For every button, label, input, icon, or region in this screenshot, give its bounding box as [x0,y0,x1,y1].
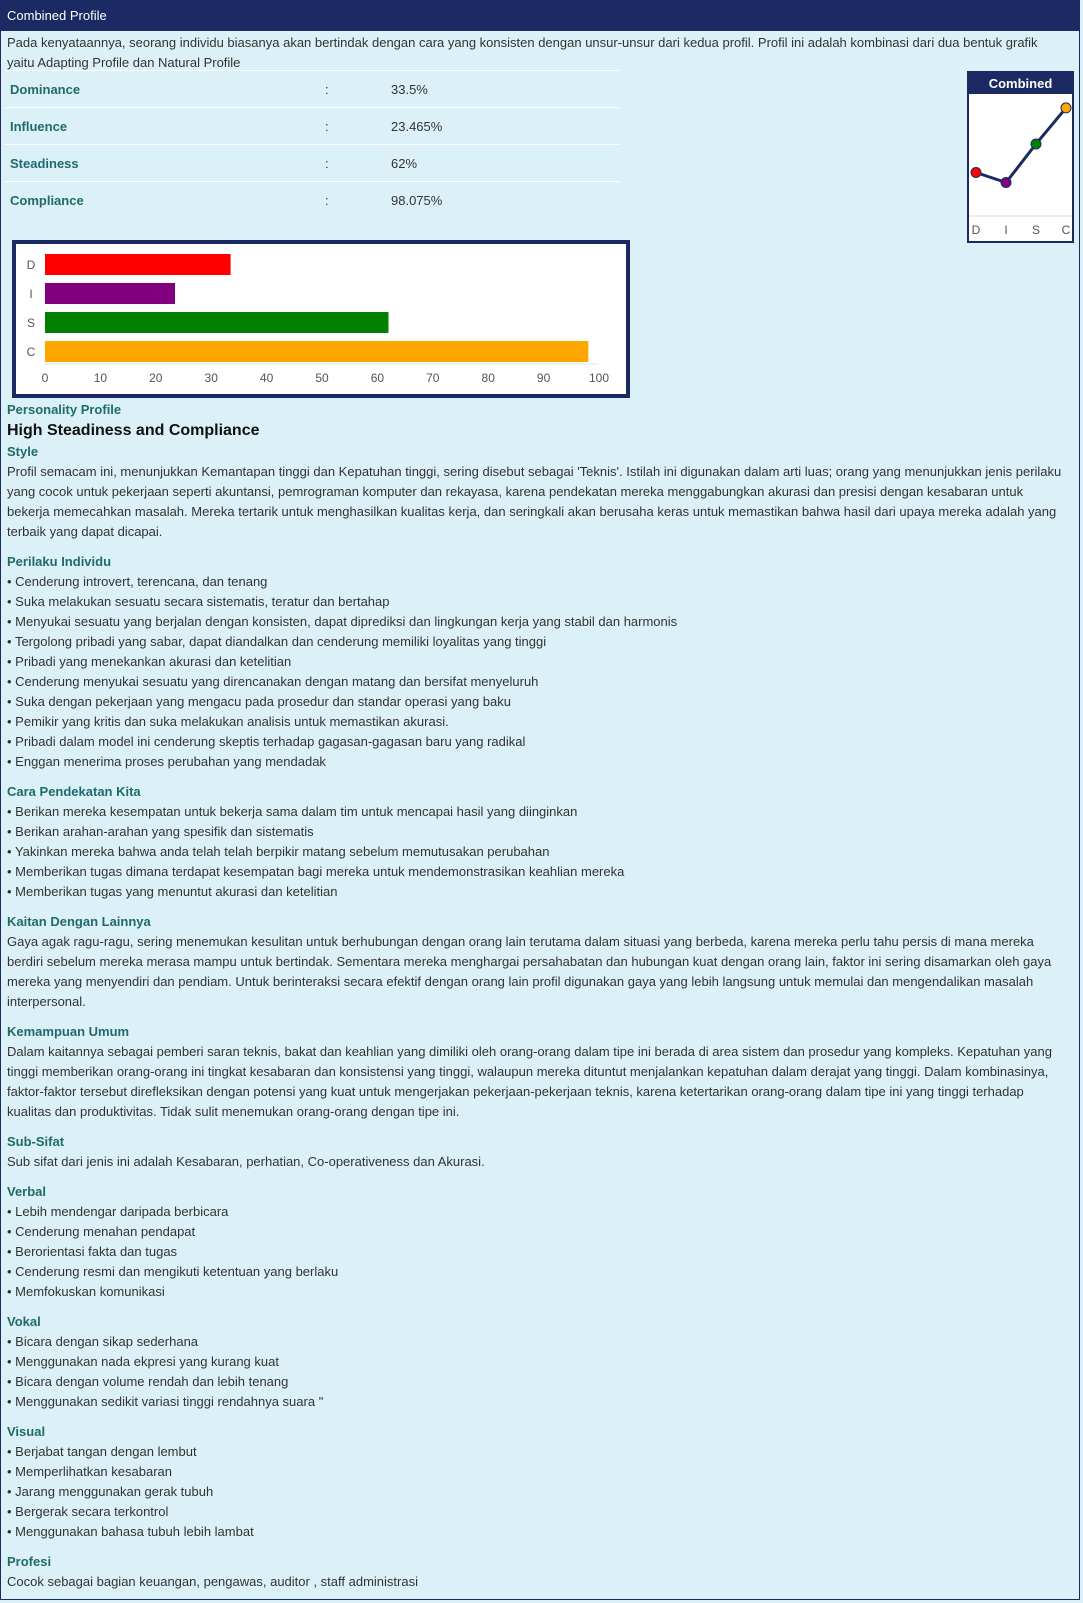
data-point [1031,139,1041,149]
bar [45,283,175,304]
list-item: • Memfokuskan komunikasi [7,1282,1067,1302]
y-tick-label: I [29,287,33,301]
score-colon: : [325,155,329,171]
profile-title: High Steadiness and Compliance [7,422,260,439]
x-tick-label: 100 [588,371,610,385]
disc-bar-chart [12,240,630,398]
section-text: Gaya agak ragu-ragu, sering menemukan kesulitan untuk berhubungan dengan orang lain terutama dalam situasi yang berbeda, karena mereka perlu tahu persis di mana mereka berdiri sebelum mereka merasa mampu untuk bertindak. Sementara mereka menghargai persahabatan dan hubungan kuat dengan orang lain, faktor ini sering disamarkan oleh gaya mereka yang menyendiri dan pendiam. Untuk berinteraksi secara efektif dengan orang lain profil digunakan gaya yang lebih langsung untuk memulai dan mengendalikan masalah interpersonal. [7,934,1052,1009]
section-title: Visual [7,1424,46,1439]
score-value: 98.075% [391,192,443,208]
list-item: • Menyukai sesuatu yang berjalan dengan konsisten, dapat diprediksi dan lingkungan kerja yang stabil dan harmonis [7,612,1067,632]
list-item: • Cenderung resmi dan mengikuti ketentuan yang berlaku [7,1262,1067,1282]
personality-profile-label: Personality Profile [7,402,122,417]
score-colon: : [325,81,329,97]
score-row [5,71,619,108]
list-item: • Bergerak secara terkontrol [7,1502,1067,1522]
section-title: Kaitan Dengan Lainnya [7,914,151,929]
x-tick-label: 10 [93,371,108,385]
score-label: Compliance [10,192,84,208]
combined-chart-title: Combined [969,73,1072,94]
list-item: • Memberikan tugas dimana terdapat kesempatan bagi mereka untuk mendemonstrasikan keahlian mereka [7,862,1067,882]
y-tick-label: C [26,345,36,359]
list-item: • Suka dengan pekerjaan yang mengacu pada prosedur dan standar operasi yang baku [7,692,1067,712]
list-item: • Berorientasi fakta dan tugas [7,1242,1067,1262]
list-item: • Cenderung menyukai sesuatu yang direncanakan dengan matang dan bersifat menyeluruh [7,672,1067,692]
section-title: Cara Pendekatan Kita [7,784,141,799]
section-title: Verbal [7,1184,47,1199]
score-colon: : [325,192,329,208]
list-item: • Bicara dengan volume rendah dan lebih tenang [7,1372,1067,1392]
score-label: Steadiness [10,155,79,171]
score-value: 33.5% [391,81,428,97]
section-title: Kemampuan Umum [7,1024,130,1039]
score-row [5,108,619,145]
x-tick-label: I [1004,223,1008,237]
list-item: • Tergolong pribadi yang sabar, dapat diandalkan dan cenderung memiliki loyalitas yang tinggi [7,632,1067,652]
x-tick-label: C [1061,223,1071,237]
x-tick-label: 0 [41,371,49,385]
list-item: • Pribadi yang menekankan akurasi dan ketelitian [7,652,1067,672]
list-item: • Enggan menerima proses perubahan yang mendadak [7,752,1067,772]
intro-text: Pada kenyataannya, seorang individu biasanya akan bertindak dengan cara yang konsisten dengan unsur-unsur dari kedua profil. Profil ini adalah kombinasi dari dua bentuk grafik yaitu Adapting Profile dan Natural Profile [7,35,1038,70]
list-item: • Lebih mendengar daripada berbicara [7,1202,1067,1222]
list-item: • Memperlihatkan kesabaran [7,1462,1067,1482]
bar [45,341,588,362]
list-item: • Jarang menggunakan gerak tubuh [7,1482,1067,1502]
x-tick-label: 60 [370,371,385,385]
section-text: Dalam kaitannya sebagai pemberi saran teknis, bakat dan keahlian yang dimiliki oleh orang-orang dalam tipe ini berada di area sistem dan prosedur yang kompleks. Kepatuhan yang tinggi memberikan orang-orang ini tingkat kesabaran dan konsistensi yang tinggi, walaupun mereka dituntut menjalankan kepatuhan dalam derajat yang tinggi. Dalam kombinasinya, faktor-faktor tersebut direfleksikan dengan potensi yang kuat untuk mengerjakan pekerjaan-pekerjaan teknis, karena ketertarikan orang-orang dalam tipe ini yang tinggi terhadap kualitas dan produktivitas. Tidak sulit menemukan orang-orang dengan tipe ini. [7,1044,1052,1119]
list-item: • Berikan mereka kesempatan untuk bekerja sama dalam tim untuk mencapai hasil yang diinginkan [7,802,1067,822]
section-list [7,572,1067,772]
score-label: Influence [10,118,68,134]
list-item: • Menggunakan nada ekpresi yang kurang kuat [7,1352,1067,1372]
score-row [5,145,619,182]
x-tick-label: 20 [149,371,163,385]
list-item: • Pribadi dalam model ini cenderung skeptis terhadap gagasan-gagasan baru yang radikal [7,732,1067,752]
section-text: Profil semacam ini, menunjukkan Kemantapan tinggi dan Kepatuhan tinggi, sering disebut sebagai 'Teknis'. Istilah ini digunakan dalam arti luas; orang yang menunjukkan jenis perilaku yang cocok untuk pekerjaan seperti akuntansi, pemrograman komputer dan rekayasa, karena pendekatan mereka menggabungkan akurasi dan presisi dengan kesabaran untuk bekerja memecahkan masalah. Mereka tertarik untuk menghasilkan kualitas kerja, dan seringkali akan berusaha keras untuk memastikan bahwa hasil dari upaya mereka adalah yang terbaik yang dapat dicapai. [7,464,1062,539]
section-list [7,1442,1067,1542]
list-item: • Bicara dengan sikap sederhana [7,1332,1067,1352]
list-item: • Berjabat tangan dengan lembut [7,1442,1067,1462]
combined-line-chart [967,71,1074,243]
section-list [7,802,1067,902]
bar [45,312,389,333]
series-line [976,108,1066,183]
x-tick-label: 90 [536,371,551,385]
list-item: • Memberikan tugas yang menuntut akurasi dan ketelitian [7,882,1067,902]
list-item: • Cenderung introvert, terencana, dan tenang [7,572,1067,592]
personality-content [7,400,1067,1602]
section-text: Sub sifat dari jenis ini adalah Kesabaran, perhatian, Co-operativeness dan Akurasi. [7,1154,485,1169]
list-item: • Menggunakan sedikit variasi tinggi rendahnya suara " [7,1392,1067,1412]
panel-header: Combined Profile [1,0,1079,31]
score-colon: : [325,118,329,134]
score-value: 62% [391,155,418,171]
score-value: 23.465% [391,118,443,134]
list-item: • Cenderung menahan pendapat [7,1222,1067,1242]
x-tick-label: S [1031,223,1041,237]
x-tick-label: D [971,223,981,237]
combined-chart-plot [969,94,1072,241]
y-tick-label: D [26,258,36,272]
x-tick-label: 30 [204,371,218,385]
section-text: Cocok sebagai bagian keuangan, pengawas, auditor , staff administrasi [7,1574,418,1589]
section-title: Style [7,444,39,459]
section-title: Perilaku Individu [7,554,112,569]
list-item: • Berikan arahan-arahan yang spesifik dan sistematis [7,822,1067,842]
data-point [971,168,981,178]
list-item: • Pemikir yang kritis dan suka melakukan analisis untuk memastikan akurasi. [7,712,1067,732]
list-item: • Menggunakan bahasa tubuh lebih lambat [7,1522,1067,1542]
section-list [7,1332,1067,1412]
section-title: Vokal [7,1314,41,1329]
x-tick-label: 70 [426,371,440,385]
x-tick-label: 80 [481,371,495,385]
x-tick-label: 40 [259,371,274,385]
list-item: • Suka melakukan sesuatu secara sistematis, teratur dan bertahap [7,592,1067,612]
bar [45,254,231,275]
list-item: • Yakinkan mereka bahwa anda telah telah berpikir matang sebelum memutusakan perubahan [7,842,1067,862]
section-title: Sub-Sifat [7,1134,65,1149]
disc-bar-plot [16,244,626,394]
disc-scores-table [5,70,619,219]
score-row [5,182,619,219]
score-label: Dominance [10,81,81,97]
data-point [1061,103,1071,113]
y-tick-label: S [26,316,36,330]
data-point [1001,178,1011,188]
section-list [7,1202,1067,1302]
x-tick-label: 50 [315,371,329,385]
section-title: Profesi [7,1554,52,1569]
